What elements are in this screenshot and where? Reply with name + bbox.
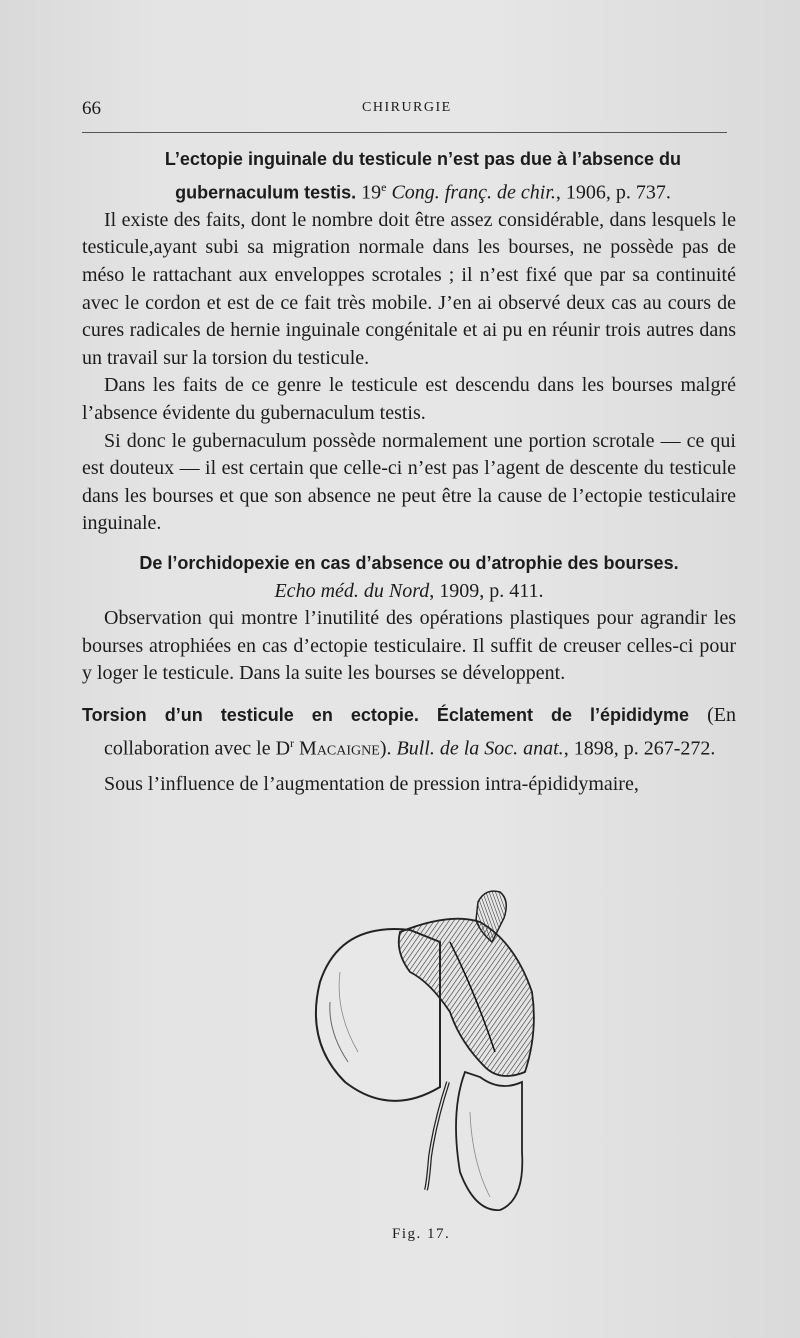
entry-1-heading <box>82 146 736 207</box>
testicle-illustration <box>300 882 550 1222</box>
entry-1-paragraph-1: Il existe des faits, dont le nombre doit être assez considérable, dans lesquels le testicule,ayant subi sa migration normale dans les bourses, ne possède pas de méso le rattachant aux enveloppes scrotales ; il n’est fixé que par sa continuité avec le cordon et est de ce fait très mobile. J’en ai observé deux cas au cours de cures radicales de hernie inguinale congénitale et ai pu en réunir trois autres dans un travail sur la torsion du testicule. <box>82 208 736 369</box>
testicle-engraving <box>300 882 550 1222</box>
entry-2-ref-journal: Echo méd. du Nord <box>274 579 430 602</box>
entry-3-collab-end: ). <box>379 737 397 760</box>
entry-3-ref-journal: Bull. de la Soc. anat. <box>396 737 564 760</box>
entry-3-collab-name: Macaigne <box>294 737 380 760</box>
entry-2-heading <box>82 550 736 605</box>
entry-3-paragraph-1: Sous l’influence de l’augmentation de pression intra-épididymaire, <box>104 772 639 795</box>
entry-3-heading <box>82 702 736 763</box>
entry-1-ref-journal: Cong. franç. de chir. <box>391 181 556 204</box>
entry-1-paragraph-3: Si donc le gubernaculum possède normalement une portion scrotale — ce qui est douteux — il est certain que celle-ci n’est pas l’agent de descente du testicule dans les bourses et que son absence ne peut être la cause de l’ectopie testiculaire inguinale. <box>82 429 736 535</box>
entry-1-title: L’ectopie inguinale du testicule n’est pas due à l’absence du gubernaculum testis. <box>164 149 682 203</box>
entry-1-ref-sup: e <box>381 179 387 194</box>
running-title: CHIRURGIE <box>362 100 452 115</box>
page-number: 66 <box>82 98 101 119</box>
entry-2-paragraph-1: Observation qui montre l’inutilité des opérations plastiques pour agrandir les bourses atrophiées en cas d’ectopie testiculaire. Il suffit de creuser celles-ci pour y loger le testicule. Dans la suite les bourses se développent. <box>82 607 736 685</box>
header-rule <box>82 132 727 133</box>
page-header <box>82 98 732 124</box>
entry-2-title: De l’orchidopexie en cas d’absence ou d’atrophie des bourses. <box>139 552 679 573</box>
entry-2-ref-detail: , 1909, p. 411. <box>429 579 544 602</box>
entry-3-collab: (En collaboration avec le D <box>104 703 736 760</box>
page-body <box>82 146 736 798</box>
entry-1-ref-number: 19 <box>361 181 382 204</box>
entry-3-collab-sup: r <box>290 735 295 750</box>
entry-3-ref-detail: , 1898, p. 267-272. <box>563 737 716 760</box>
entry-3-title: Torsion d’un testicule en ectopie. Éclatement de l’épididyme <box>82 704 690 725</box>
entry-1-paragraph-2: Dans les faits de ce genre le testicule est descendu dans les bourses malgré l’absence évidente du gubernaculum testis. <box>82 374 736 424</box>
entry-1-ref-detail: , 1906, p. 737. <box>555 181 671 204</box>
figure-caption: Fig. 17. <box>392 1226 451 1242</box>
